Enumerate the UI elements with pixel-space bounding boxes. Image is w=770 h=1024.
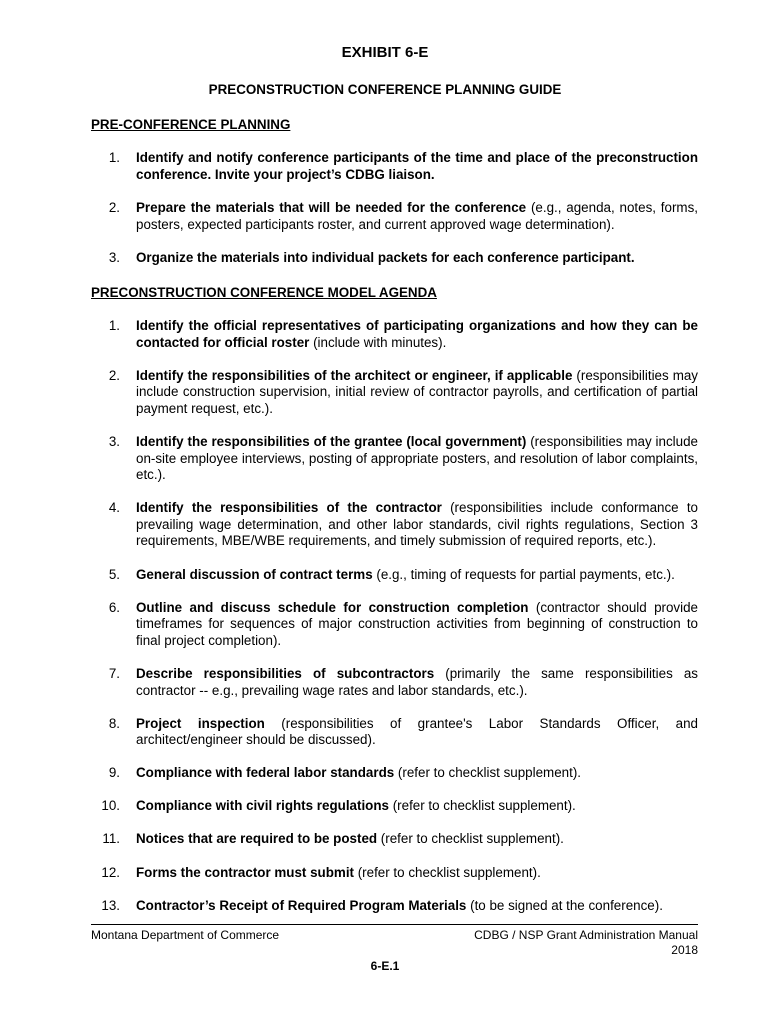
item-number: 6. xyxy=(108,599,120,615)
item-bold-text: Prepare the materials that will be needed for the conference xyxy=(136,200,527,216)
item-bold-text: Contractor’s Receipt of Required Program Materials xyxy=(136,897,467,913)
agenda-item xyxy=(91,898,698,915)
item-bold-text: Describe responsibilities of subcontractors xyxy=(136,665,435,681)
item-detail-text: (responsibilities include conformance to prevailing wage determination, and other labor standards, civil rights regulations, Section 3 requirements, MBE/WBE requirements, and timely submission of required reports, etc.). xyxy=(136,500,698,549)
footer-year: 2018 xyxy=(671,942,698,957)
item-bold-text: Project inspection xyxy=(136,715,265,731)
item-detail-text: (contractor should provide timeframes for sequences of major construction activities from beginning of construction to final project completion). xyxy=(136,599,698,648)
item-number: 1. xyxy=(108,318,120,333)
item-detail-text: (to be signed at the conference). xyxy=(466,897,663,913)
item-detail-text: (primarily the same responsibilities as contractor -- e.g., prevailing wage rates and labor standards, etc.). xyxy=(136,665,698,698)
item-detail-text: (responsibilities may include construction supervision, initial review of contractor payrolls, and certification of partial payment request, etc.). xyxy=(136,367,698,416)
item-bold-text: General discussion of contract terms xyxy=(136,566,373,582)
agenda-item xyxy=(91,318,698,351)
agenda-item xyxy=(91,600,698,650)
item-number: 9. xyxy=(108,765,120,781)
item-number: 13. xyxy=(101,897,120,913)
item-detail-text: (refer to checklist supplement). xyxy=(377,831,564,847)
agenda-item xyxy=(91,765,698,782)
agenda-item xyxy=(91,798,698,815)
item-number: 8. xyxy=(108,715,120,731)
item-number: 2. xyxy=(108,200,120,216)
item-detail-text: (refer to checklist supplement). xyxy=(394,765,581,781)
item-bold-text: Forms the contractor must submit xyxy=(136,864,354,880)
item-bold-text: Identify the official representatives of participating organizations and how they can be contacted for official roster xyxy=(136,318,698,350)
item-bold-text: Compliance with civil rights regulations xyxy=(136,798,389,814)
footer-manual-info xyxy=(474,928,698,957)
item-bold-text: Identify the responsibilities of the grantee (local government) xyxy=(136,433,527,449)
footer-divider xyxy=(91,924,698,925)
exhibit-label: EXHIBIT 6-E xyxy=(341,44,429,61)
item-number: 1. xyxy=(108,150,120,165)
item-number: 11. xyxy=(102,831,120,847)
pre-conference-list xyxy=(91,150,698,284)
page-title: PRECONSTRUCTION CONFERENCE PLANNING GUIDE xyxy=(208,82,562,97)
item-bold-text: Compliance with federal labor standards xyxy=(136,765,395,781)
agenda-item xyxy=(91,831,698,848)
item-detail-text: (e.g., timing of requests for partial payments, etc.). xyxy=(372,566,675,582)
agenda-heading: PRECONSTRUCTION CONFERENCE MODEL AGENDA xyxy=(91,285,437,300)
pre-conference-item xyxy=(91,250,698,267)
item-number: 3. xyxy=(108,250,120,266)
item-number: 2. xyxy=(108,367,120,383)
agenda-item xyxy=(91,434,698,484)
item-number: 10. xyxy=(101,798,120,814)
item-detail-text: (responsibilities may include on-site employee interviews, posting of appropriate posters, and resolution of labor complaints, etc.). xyxy=(136,433,698,483)
item-bold-text: Outline and discuss schedule for construction completion xyxy=(136,599,529,615)
agenda-item xyxy=(91,865,698,882)
item-number: 5. xyxy=(108,566,120,582)
item-detail-text: (responsibilities of grantee's Labor Standards Officer, and architect/engineer should be discussed). xyxy=(136,715,699,748)
item-number: 4. xyxy=(108,500,120,516)
agenda-item xyxy=(91,666,698,699)
item-bold-text: Notices that are required to be posted xyxy=(136,831,378,847)
pre-conference-heading: PRE-CONFERENCE PLANNING xyxy=(91,117,291,132)
item-detail-text: (refer to checklist supplement). xyxy=(388,798,576,814)
agenda-item xyxy=(91,368,698,418)
page-number: 6-E.1 xyxy=(370,959,400,973)
item-number: 7. xyxy=(108,665,120,681)
item-bold-text: Identify the responsibilities of the architect or engineer, if applicable xyxy=(136,367,573,383)
footer-organization: Montana Department of Commerce xyxy=(91,928,280,942)
item-number: 12. xyxy=(101,864,120,880)
footer-manual-title: CDBG / NSP Grant Administration Manual xyxy=(474,928,698,942)
item-number: 3. xyxy=(108,433,120,449)
item-bold-text: Organize the materials into individual packets for each conference participant. xyxy=(136,250,635,266)
pre-conference-item xyxy=(91,200,698,233)
item-bold-text: Identify the responsibilities of the contractor xyxy=(136,500,442,516)
item-detail-text: (e.g., agenda, notes, forms, posters, expected participants roster, and current approved wage determination). xyxy=(136,200,698,232)
item-detail-text: (include with minutes). xyxy=(309,334,447,350)
agenda-item xyxy=(91,500,698,550)
agenda-item xyxy=(91,716,698,749)
item-bold-text: Identify and notify conference participants of the time and place of the preconstruction conference. Invite your project’s CDBG liaison. xyxy=(136,150,698,182)
agenda-item xyxy=(91,567,698,584)
agenda-list xyxy=(91,318,698,931)
item-detail-text: (refer to checklist supplement). xyxy=(354,864,541,880)
pre-conference-item xyxy=(91,150,698,183)
